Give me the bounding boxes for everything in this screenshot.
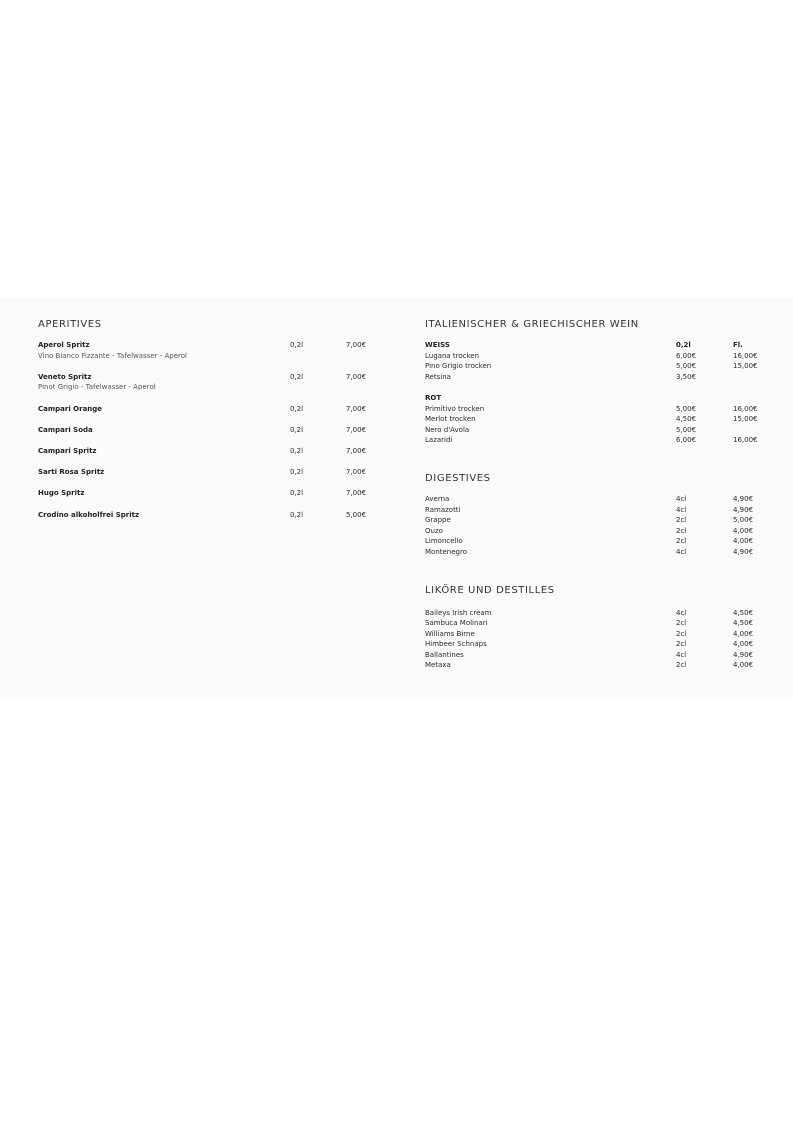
item-name: Montenegro	[425, 547, 468, 556]
menu-item	[38, 488, 378, 499]
item-price: 4,00€	[733, 661, 754, 670]
item-name: Lugana trocken	[425, 351, 480, 360]
item-size: 2cl	[676, 526, 687, 535]
menu-item	[425, 639, 765, 650]
item-size: 0,2l	[290, 404, 304, 413]
item-glass-price: 6,00€	[676, 436, 697, 445]
item-name: Williams Birne	[425, 629, 475, 638]
item-size: 2cl	[676, 537, 687, 546]
menu-item	[38, 446, 378, 457]
item-price: 4,50€	[733, 619, 754, 628]
item-name: Ballantines	[425, 650, 464, 659]
item-price: 7,00€	[346, 341, 367, 349]
item-price: 5,00€	[346, 510, 367, 519]
menu-item	[425, 494, 765, 505]
subsection-rot: ROT	[425, 393, 442, 402]
item-name: Limoncello	[425, 537, 463, 546]
menu-item	[425, 608, 765, 619]
item-name: Campari Soda	[38, 425, 93, 434]
item-name: Grappe	[425, 516, 451, 525]
aperitives-section	[38, 318, 378, 531]
menu-item	[425, 372, 765, 383]
item-glass-price: 6,00€	[676, 351, 697, 360]
item-glass-price: 4,50€	[676, 415, 697, 424]
item-price: 5,00€	[733, 516, 754, 525]
item-glass-price: 5,00€	[676, 362, 697, 371]
item-price: 4,00€	[733, 526, 754, 535]
item-size: 0,2l	[290, 510, 304, 519]
item-name: Merlot trocken	[425, 415, 476, 424]
section-title-wine: ITALIENISCHER & GRIECHISCHER WEIN	[425, 319, 639, 330]
item-description: Pinot Grigio - Tafelwasser - Aperol	[38, 383, 156, 392]
menu-item	[425, 505, 765, 516]
item-size: 4cl	[676, 608, 687, 617]
menu-item	[425, 361, 765, 372]
item-name: Sambuca Molinari	[425, 619, 488, 628]
item-glass-price: 5,00€	[676, 404, 697, 413]
item-price: 4,90€	[733, 547, 754, 556]
wine-section	[425, 318, 765, 446]
item-name: Averna	[425, 494, 450, 503]
item-price: 4,00€	[733, 537, 754, 546]
item-name: Baileys Irish cream	[425, 608, 492, 617]
item-name: Nero d'Avola	[425, 425, 470, 434]
item-size: 2cl	[676, 640, 687, 649]
menu-item	[38, 510, 378, 521]
item-price: 4,90€	[733, 505, 754, 514]
item-price: 7,00€	[346, 489, 367, 498]
menu-card	[0, 298, 793, 700]
item-name: Crodino alkoholfrei Spritz	[38, 510, 140, 519]
item-size: 0,2l	[290, 489, 304, 498]
item-name: Himbeer Schnaps	[425, 640, 487, 649]
item-size: 0,2l	[290, 372, 304, 381]
item-name: Campari Spritz	[38, 446, 97, 455]
menu-item	[425, 526, 765, 537]
right-column	[425, 318, 765, 671]
item-size: 2cl	[676, 629, 687, 638]
item-name: Campari Orange	[38, 404, 103, 413]
item-size: 4cl	[676, 494, 687, 503]
item-glass-price: 5,00€	[676, 425, 697, 434]
section-title-digestives: DIGESTIVES	[425, 472, 491, 484]
item-size: 2cl	[676, 661, 687, 670]
item-bottle-price: 15,00€	[733, 362, 758, 371]
item-size: 0,2l	[290, 446, 304, 455]
menu-item	[425, 351, 765, 362]
menu-item	[38, 340, 378, 361]
item-name: Lazaridi	[425, 436, 453, 445]
item-glass-price: 3,50€	[676, 372, 697, 381]
item-price: 7,00€	[346, 372, 367, 381]
item-size: 0,2l	[290, 468, 304, 477]
menu-item	[425, 660, 765, 671]
item-price: 4,00€	[733, 629, 754, 638]
menu-item	[425, 515, 765, 526]
item-price: 7,00€	[346, 425, 367, 434]
menu-item	[425, 536, 765, 547]
item-size: 0,2l	[290, 425, 304, 434]
item-name: Ouzo	[425, 526, 443, 535]
menu-item	[425, 547, 765, 558]
item-name: Ramazotti	[425, 505, 461, 514]
menu-item	[425, 650, 765, 661]
item-name: Metaxa	[425, 661, 451, 670]
subsection-weiss: WEISS	[425, 341, 450, 349]
item-size: 2cl	[676, 516, 687, 525]
item-bottle-price: 16,00€	[733, 404, 758, 413]
item-bottle-price: 16,00€	[733, 351, 758, 360]
item-name: Primitivo trocken	[425, 404, 485, 413]
menu-item	[425, 404, 765, 415]
item-name: Veneto Spritz	[38, 372, 92, 381]
item-price: 4,90€	[733, 650, 754, 659]
item-name: Hugo Spritz	[38, 489, 85, 498]
menu-item	[425, 618, 765, 629]
item-price: 4,00€	[733, 640, 754, 649]
digestives-section	[425, 472, 765, 558]
menu-item	[425, 629, 765, 640]
menu-item	[38, 425, 378, 436]
item-price: 7,00€	[346, 468, 367, 477]
menu-item	[38, 467, 378, 478]
col-header-glass: 0,2l	[676, 341, 691, 349]
item-size: 0,2l	[290, 341, 304, 349]
item-bottle-price: 15,00€	[733, 415, 758, 424]
item-size: 4cl	[676, 547, 687, 556]
section-title-likoere: LIKÖRE UND DESTILLES	[425, 584, 555, 596]
menu-item	[425, 435, 765, 446]
item-name: Pino Grigio trocken	[425, 362, 492, 371]
item-price: 4,50€	[733, 608, 754, 617]
menu-item	[38, 404, 378, 415]
item-price: 7,00€	[346, 446, 367, 455]
item-description: Vino Bianco Fizzante - Tafelwasser - Aperol	[38, 351, 187, 360]
item-size: 4cl	[676, 650, 687, 659]
item-name: Sarti Rosa Spritz	[38, 468, 105, 477]
item-price: 4,90€	[733, 494, 754, 503]
likoere-section	[425, 584, 765, 672]
item-size: 4cl	[676, 505, 687, 514]
item-bottle-price: 16,00€	[733, 436, 758, 445]
col-header-bottle: Fl.	[733, 341, 743, 349]
item-size: 2cl	[676, 619, 687, 628]
item-name: Retsina	[425, 372, 451, 381]
section-title-aperitives: APERITIVES	[38, 319, 102, 330]
item-price: 7,00€	[346, 404, 367, 413]
menu-item	[425, 414, 765, 425]
item-name: Aperol Spritz	[38, 341, 90, 349]
menu-item	[38, 372, 378, 393]
menu-item	[425, 425, 765, 436]
